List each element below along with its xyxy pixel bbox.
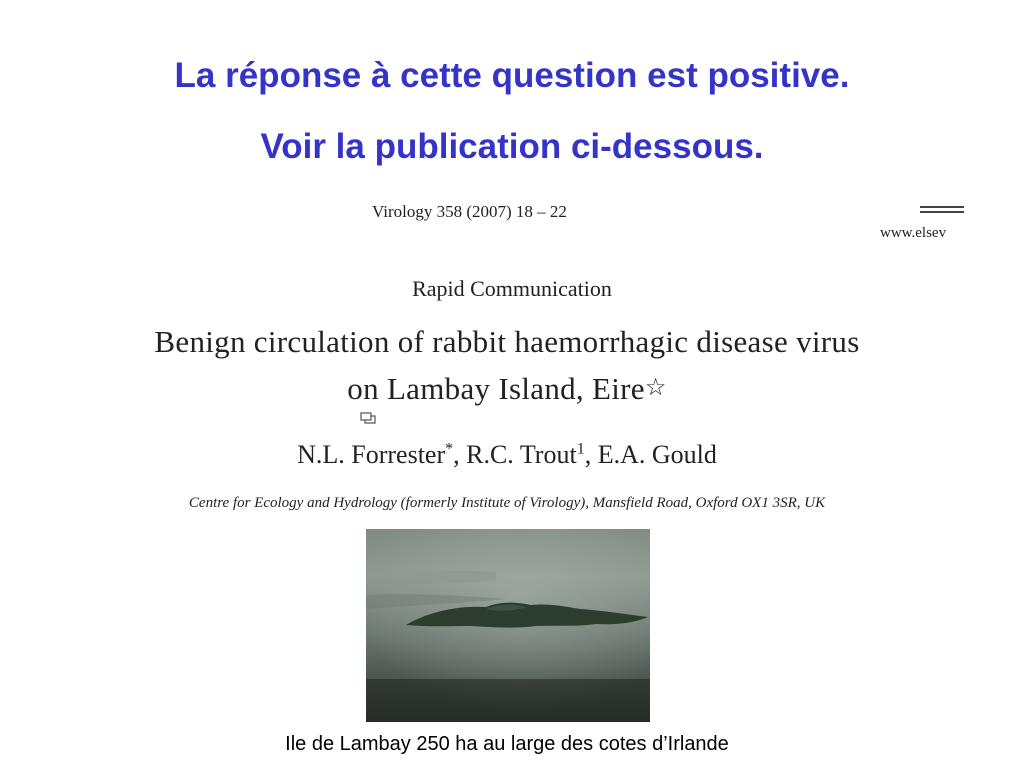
article-title-line-2-text: on Lambay Island, Eire: [347, 371, 645, 406]
journal-citation: Virology 358 (2007) 18 – 22: [372, 202, 567, 221]
slide-title-line-2: Voir la publication ci-dessous.: [260, 127, 764, 166]
publisher-rule: [920, 206, 964, 208]
paper-header-excerpt: [0, 190, 1024, 525]
author-forrester: N.L. Forrester: [297, 440, 446, 469]
article-title-line-2: [0, 365, 1014, 412]
corresponding-mark: *: [445, 440, 454, 458]
publisher-rule: [920, 211, 964, 213]
affiliation: Centre for Ecology and Hydrology (formerly Institute of Virology), Mansfield Road, Oxford OX1 3SR, UK: [188, 495, 826, 511]
article-type: Rapid Communication: [412, 276, 612, 301]
article-title-line-1: Benign circulation of rabbit haemorrhagic disease virus: [154, 324, 860, 359]
author-gould: E.A. Gould: [597, 440, 717, 469]
star-icon: ☆: [644, 375, 667, 401]
note-icon: [360, 412, 376, 424]
island-photo: [366, 529, 650, 722]
photo-caption: Ile de Lambay 250 ha au large des cotes d’Irlande: [285, 733, 729, 755]
publisher-url: www.elsev: [880, 225, 947, 241]
slide-title-line-1: La réponse à cette question est positive.: [174, 56, 850, 95]
affiliation-mark: 1: [576, 440, 585, 458]
author-separator: ,: [584, 440, 598, 469]
author-separator: ,: [453, 440, 467, 469]
article-title: [0, 318, 1014, 412]
authors: [0, 440, 1014, 470]
island-photo-image: [366, 529, 650, 722]
author-trout: R.C. Trout: [466, 440, 577, 469]
